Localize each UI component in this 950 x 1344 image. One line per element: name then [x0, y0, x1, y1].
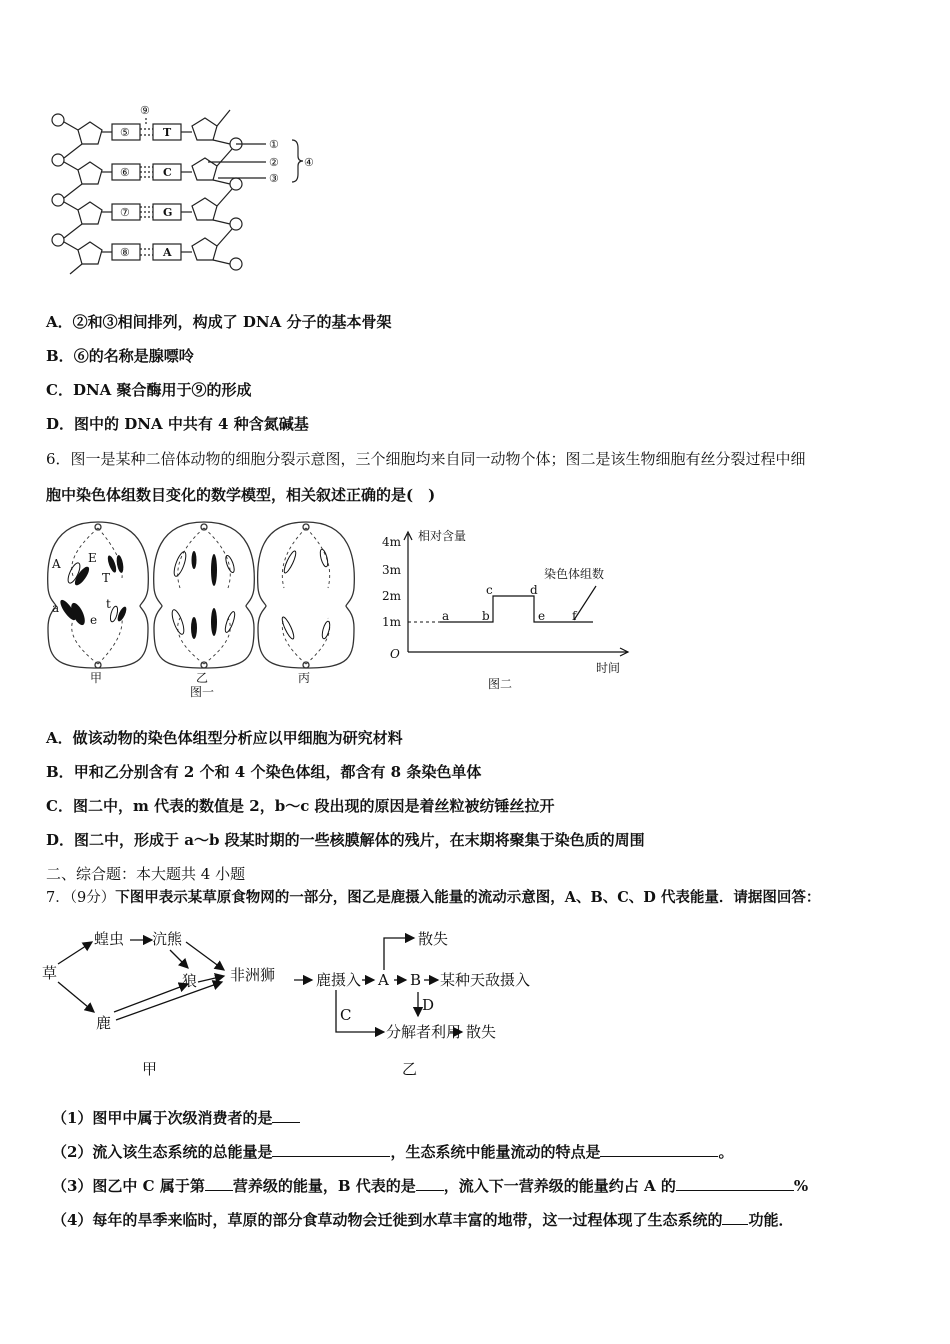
q6-option-a: A．做该动物的染色体组型分析应以甲细胞为研究材料 [46, 729, 403, 747]
answer-blank[interactable] [722, 1210, 748, 1225]
label-4: ④ [304, 156, 314, 169]
fig1-caption: 图一 [190, 685, 215, 698]
fig2-ytick-4m: 4m [382, 535, 402, 549]
label-5: ⑤ [120, 126, 130, 139]
food-web-figure [40, 920, 300, 1080]
q5-option-a: A．②和③相间排列，构成了 DNA 分子的基本骨架 [46, 313, 392, 331]
cell-label-jia: 甲 [90, 671, 103, 685]
fig2-origin: O [390, 647, 400, 661]
q6-stem-line2: 胞中染色体组数目变化的数学模型，相关叙述正确的是( ) [46, 486, 436, 504]
fig2-point-c: c [486, 583, 493, 597]
q6-option-b: B．甲和乙分别含有 2 个和 4 个染色体组，都含有 8 条染色单体 [46, 763, 482, 781]
cell-label-bing: 丙 [298, 671, 311, 685]
base-c: C [163, 166, 172, 179]
fig2-point-f: f [572, 609, 577, 623]
label-3: ③ [269, 172, 279, 185]
q7-sub4: （4）每年的旱季来临时，草原的部分食草动物会迁徙到水草丰富的地带，这一过程体现了生态系统的 功能． [52, 1211, 794, 1229]
fig2-ytick-2m: 2m [382, 589, 402, 603]
q5-option-d: D．图中的 DNA 中共有 4 种含氮碱基 [46, 415, 309, 433]
label-6: ⑥ [120, 166, 130, 179]
answer-blank[interactable] [676, 1176, 794, 1191]
section-2-heading: 二、综合题：本大题共 4 小题 [46, 865, 246, 883]
fig2-series-label: 染色体组数 [544, 567, 605, 581]
answer-blank[interactable] [272, 1108, 300, 1123]
q7-sub2: （2）流入该生态系统的总能量是 ，生态系统中能量流动的特点是 。 [52, 1143, 734, 1161]
fig1-label-A: A [52, 557, 61, 571]
fig1-label-t: t [106, 597, 111, 611]
q7-stem: 7．（9分）下图甲表示某草原食物网的一部分，图乙是鹿摄入能量的流动示意图，A、B、C、D 代表能量．请据图回答： [46, 889, 821, 906]
fig2-caption: 图二 [488, 677, 513, 691]
food-web-label: 甲 [142, 1060, 158, 1078]
dna-structure-figure [40, 100, 330, 280]
ef-A: A [378, 971, 389, 989]
base-a: A [163, 246, 172, 259]
fig1-label-a: a [52, 601, 60, 615]
fig2-point-b: b [482, 609, 490, 623]
ef-B: B [410, 971, 422, 989]
cell-label-yi: 乙 [196, 671, 209, 685]
label-1: ① [269, 138, 279, 151]
q6-option-d: D．图二中，形成于 a～b 段某时期的一些核膜解体的残片，在末期将聚集于染色质的周围 [46, 831, 645, 849]
label-7: ⑦ [120, 206, 130, 219]
label-2: ② [269, 156, 279, 169]
figure-2-chart [378, 524, 648, 696]
answer-blank[interactable] [600, 1142, 718, 1157]
ef-D: D [422, 996, 435, 1014]
figure-1-cells [44, 518, 364, 698]
answer-blank[interactable] [416, 1176, 444, 1191]
q7-sub3: （3）图乙中 C 属于第 营养级的能量，B 代表的是 ，流入下一营养级的能量约占 A 的 % [52, 1177, 809, 1195]
node-grass: 草 [42, 964, 58, 982]
q5-option-c: C．DNA 聚合酶用于⑨的形成 [46, 381, 252, 399]
node-deer: 鹿 [96, 1014, 112, 1032]
base-t: T [163, 126, 172, 139]
fig2-point-a: a [442, 609, 450, 623]
answer-blank[interactable] [272, 1142, 390, 1157]
node-stork: 沆熊 [152, 930, 183, 948]
fig2-point-d: d [530, 583, 538, 597]
ef-decomposer: 分解者利用 [386, 1023, 462, 1041]
fig2-ylabel: 相对含量 [418, 529, 467, 543]
label-9: ⑨ [140, 104, 150, 117]
fig1-label-e: e [90, 613, 98, 627]
energy-flow-figure [290, 920, 540, 1080]
fig2-ytick-1m: 1m [382, 615, 402, 629]
fig2-xlabel: 时间 [596, 661, 621, 675]
q6-stem-line1: 6．图一是某种二倍体动物的细胞分裂示意图，三个细胞均来自同一动物个体；图二是该生物细胞有丝分裂过程中细 [46, 450, 806, 468]
node-locust: 蝗虫 [94, 930, 125, 948]
node-lion: 非洲狮 [230, 966, 276, 984]
node-wolf: 狼 [182, 972, 198, 990]
fig1-label-T: T [102, 571, 111, 585]
ef-C: C [340, 1006, 352, 1024]
energy-flow-label: 乙 [402, 1060, 418, 1078]
fig2-point-e: e [538, 609, 546, 623]
base-g: G [163, 206, 173, 219]
fig2-ytick-3m: 3m [382, 563, 402, 577]
q5-option-b: B．⑥的名称是腺嘌呤 [46, 347, 194, 365]
answer-blank[interactable] [205, 1176, 233, 1191]
ef-enemy: 某种天敌摄入 [440, 971, 531, 989]
fig1-label-E: E [88, 551, 97, 565]
ef-intake: 鹿摄入 [316, 971, 362, 989]
q7-sub1: （1）图甲中属于次级消费者的是 [52, 1108, 300, 1128]
ef-lost-top: 散失 [418, 930, 449, 948]
label-8: ⑧ [120, 246, 130, 259]
q6-option-c: C．图二中，m 代表的数值是 2，b～c 段出现的原因是着丝粒被纺锤丝拉开 [46, 797, 555, 815]
ef-lost-bottom: 散失 [466, 1023, 497, 1041]
